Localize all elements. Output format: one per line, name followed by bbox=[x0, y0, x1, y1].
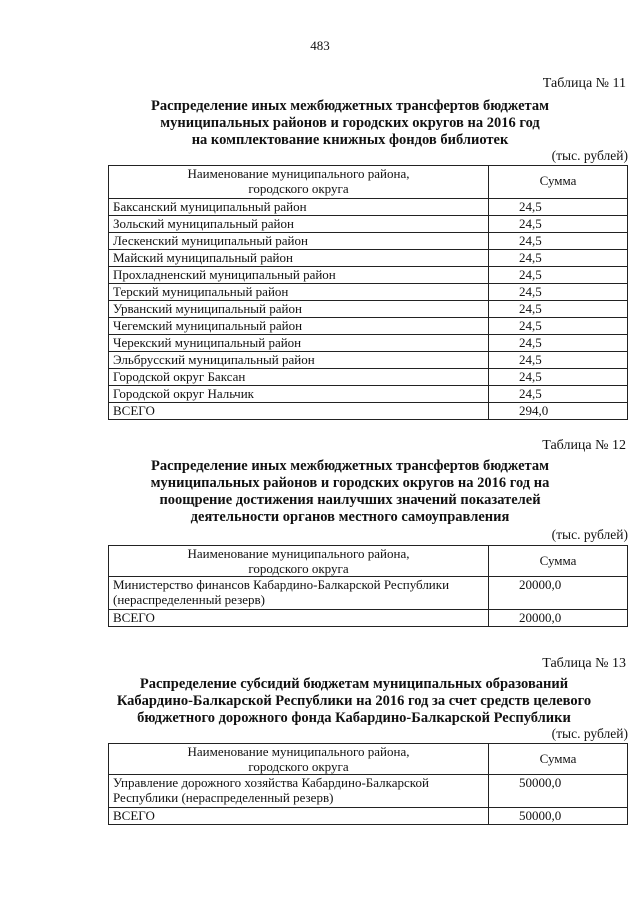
table-13-heading bbox=[104, 676, 604, 727]
row-sum: 24,5 bbox=[489, 267, 628, 284]
table-11-heading-line-2: муниципальных районов и городских округов на 2016 год bbox=[160, 115, 540, 131]
column-header-name bbox=[109, 546, 489, 577]
column-header-name bbox=[109, 166, 489, 199]
table-row bbox=[109, 318, 628, 335]
row-name: Эльбрусский муниципальный район bbox=[109, 352, 489, 369]
table-row bbox=[109, 301, 628, 318]
total-label: ВСЕГО bbox=[109, 403, 489, 420]
column-header-sum: Сумма bbox=[489, 166, 628, 199]
row-name: Баксанский муниципальный район bbox=[109, 199, 489, 216]
table-row bbox=[109, 233, 628, 250]
column-header-sum: Сумма bbox=[489, 744, 628, 775]
column-header-name-line-1: Наименование муниципального района, bbox=[187, 546, 410, 561]
table-12-heading-line-3: поощрение достижения наилучших значений показателей bbox=[159, 492, 541, 508]
row-name: Городской округ Баксан bbox=[109, 369, 489, 386]
row-sum: 24,5 bbox=[489, 199, 628, 216]
row-name bbox=[109, 775, 489, 808]
column-header-name-line-2: городского округа bbox=[248, 181, 349, 196]
row-name bbox=[109, 577, 489, 610]
row-sum: 24,5 bbox=[489, 386, 628, 403]
row-name-line-2: Республики (нераспределенный резерв) bbox=[113, 790, 334, 805]
row-name-line-1: Министерство финансов Кабардино-Балкарской Республики bbox=[113, 577, 450, 592]
table-row bbox=[109, 284, 628, 301]
table-11 bbox=[108, 165, 628, 420]
table-row bbox=[109, 775, 628, 808]
row-name: Черекский муниципальный район bbox=[109, 335, 489, 352]
column-header-name-line-2: городского округа bbox=[248, 561, 349, 576]
total-sum: 20000,0 bbox=[489, 610, 628, 627]
table-12-heading bbox=[110, 458, 590, 526]
table-12-label: Таблица № 12 bbox=[542, 438, 626, 453]
table-11-units: (тыс. рублей) bbox=[551, 148, 628, 163]
table-11-heading-line-1: Распределение иных межбюджетных трансфертов бюджетам bbox=[151, 98, 549, 114]
table-12-heading-line-1: Распределение иных межбюджетных трансфертов бюджетам bbox=[151, 458, 549, 474]
row-sum: 24,5 bbox=[489, 318, 628, 335]
total-row bbox=[109, 808, 628, 825]
table-13 bbox=[108, 743, 628, 825]
row-sum: 24,5 bbox=[489, 216, 628, 233]
table-13-label: Таблица № 13 bbox=[542, 656, 626, 671]
table-row bbox=[109, 250, 628, 267]
row-name: Терский муниципальный район bbox=[109, 284, 489, 301]
row-sum: 24,5 bbox=[489, 284, 628, 301]
table-row bbox=[109, 199, 628, 216]
total-label: ВСЕГО bbox=[109, 808, 489, 825]
table-row bbox=[109, 216, 628, 233]
total-sum: 294,0 bbox=[489, 403, 628, 420]
table-12-heading-line-2: муниципальных районов и городских округов на 2016 год на bbox=[150, 475, 550, 491]
total-row bbox=[109, 403, 628, 420]
row-sum: 24,5 bbox=[489, 352, 628, 369]
table-11-heading-line-3: на комплектование книжных фондов библиотек bbox=[191, 132, 509, 148]
row-name-line-1: Управление дорожного хозяйства Кабардино-Балкарской bbox=[113, 775, 429, 790]
table-header-row bbox=[109, 166, 628, 199]
column-header-name-line-2: городского округа bbox=[248, 759, 349, 774]
table-13-heading-line-1: Распределение субсидий бюджетам муниципальных образований bbox=[139, 676, 569, 692]
row-name: Майский муниципальный район bbox=[109, 250, 489, 267]
row-sum: 24,5 bbox=[489, 250, 628, 267]
column-header-name-line-1: Наименование муниципального района, bbox=[187, 744, 410, 759]
row-name: Прохладненский муниципальный район bbox=[109, 267, 489, 284]
table-11-label: Таблица № 11 bbox=[542, 76, 626, 91]
total-label: ВСЕГО bbox=[109, 610, 489, 627]
row-name: Лескенский муниципальный район bbox=[109, 233, 489, 250]
row-sum: 24,5 bbox=[489, 301, 628, 318]
column-header-name bbox=[109, 744, 489, 775]
table-header-row bbox=[109, 546, 628, 577]
row-sum: 24,5 bbox=[489, 369, 628, 386]
table-12-units: (тыс. рублей) bbox=[551, 527, 628, 542]
row-sum: 24,5 bbox=[489, 335, 628, 352]
table-11-heading bbox=[110, 98, 590, 149]
table-row bbox=[109, 577, 628, 610]
table-12-heading-line-4: деятельности органов местного самоуправления bbox=[190, 509, 510, 525]
table-row bbox=[109, 335, 628, 352]
row-sum: 20000,0 bbox=[489, 577, 628, 610]
row-name: Городской округ Нальчик bbox=[109, 386, 489, 403]
column-header-name-line-1: Наименование муниципального района, bbox=[187, 166, 410, 181]
total-sum: 50000,0 bbox=[489, 808, 628, 825]
table-row bbox=[109, 267, 628, 284]
table-row bbox=[109, 386, 628, 403]
row-name-line-2: (нераспределенный резерв) bbox=[113, 592, 265, 607]
table-13-units: (тыс. рублей) bbox=[551, 726, 628, 741]
table-13-heading-line-3: бюджетного дорожного фонда Кабардино-Балкарской Республики bbox=[137, 710, 571, 726]
row-name: Урванский муниципальный район bbox=[109, 301, 489, 318]
row-sum: 50000,0 bbox=[489, 775, 628, 808]
table-row bbox=[109, 352, 628, 369]
row-sum: 24,5 bbox=[489, 233, 628, 250]
page-number: 483 bbox=[310, 38, 330, 53]
table-12 bbox=[108, 545, 628, 627]
row-name: Чегемский муниципальный район bbox=[109, 318, 489, 335]
row-name: Зольский муниципальный район bbox=[109, 216, 489, 233]
total-row bbox=[109, 610, 628, 627]
table-header-row bbox=[109, 744, 628, 775]
column-header-sum: Сумма bbox=[489, 546, 628, 577]
table-row bbox=[109, 369, 628, 386]
table-13-heading-line-2: Кабардино-Балкарской Республики на 2016 год за счет средств целевого bbox=[116, 693, 592, 709]
